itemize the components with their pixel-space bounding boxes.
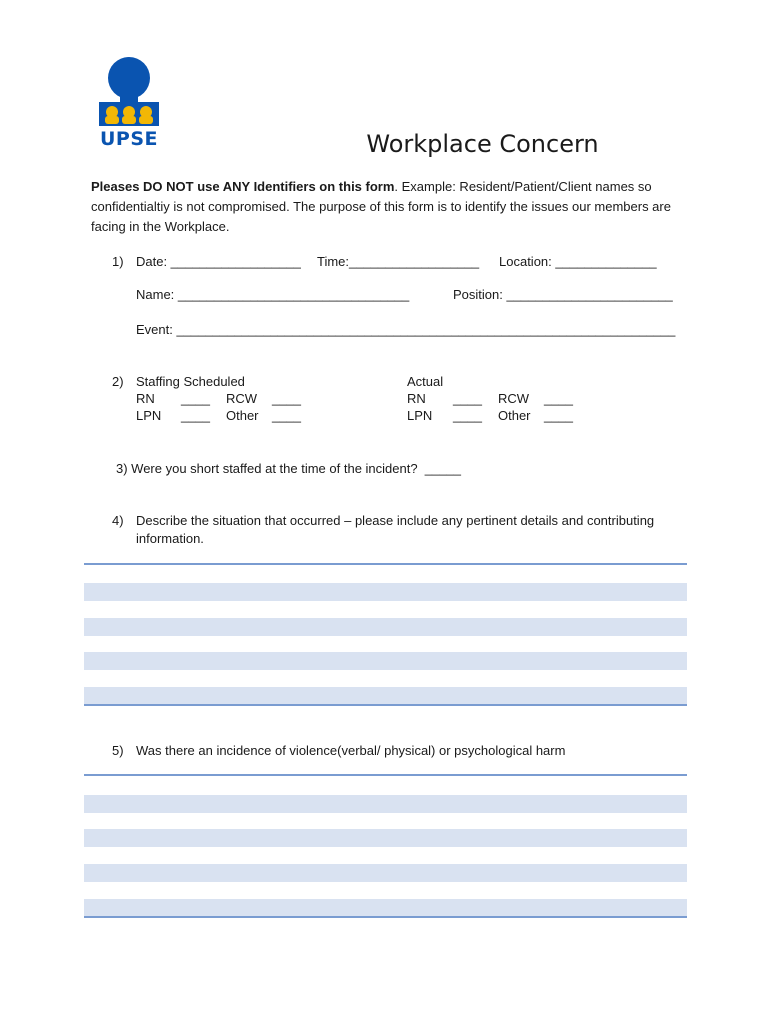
- answer-rule: [84, 563, 687, 565]
- actual-lpn-field[interactable]: ____: [453, 408, 482, 423]
- time-field[interactable]: Time:__________________: [317, 254, 480, 269]
- scheduled-other-label: Other: [226, 408, 259, 423]
- q5-number: 5): [112, 743, 124, 758]
- actual-other-field[interactable]: ____: [544, 408, 573, 423]
- union-emblem-icon: [96, 54, 162, 128]
- answer-rule: [84, 916, 687, 918]
- scheduled-rn-field[interactable]: ____: [181, 391, 210, 406]
- event-field[interactable]: Event: _____________________________________________________________________: [136, 322, 676, 337]
- actual-rcw-field[interactable]: ____: [544, 391, 573, 406]
- form-title: Workplace Concern: [366, 130, 599, 158]
- scheduled-rcw-label: RCW: [226, 391, 258, 406]
- scheduled-rcw-field[interactable]: ____: [272, 391, 301, 406]
- answer-line[interactable]: [84, 795, 687, 813]
- position-field[interactable]: Position: _______________________: [453, 287, 673, 302]
- actual-rn-field[interactable]: ____: [453, 391, 482, 406]
- answer-line[interactable]: [84, 583, 687, 601]
- scheduled-rn-label: RN: [136, 391, 155, 406]
- actual-label: Actual: [407, 374, 444, 389]
- scheduled-lpn-label: LPN: [136, 408, 162, 423]
- scheduled-lpn-field[interactable]: ____: [181, 408, 210, 423]
- answer-line[interactable]: [84, 899, 687, 917]
- name-field[interactable]: Name: ________________________________: [136, 287, 410, 302]
- date-field[interactable]: Date: __________________: [136, 254, 301, 269]
- answer-line[interactable]: [84, 829, 687, 847]
- answer-line[interactable]: [84, 652, 687, 670]
- intro-paragraph: [91, 177, 691, 237]
- intro-warning: Pleases DO NOT use ANY Identifiers on this form: [91, 179, 395, 194]
- q4-text-line2: information.: [136, 531, 204, 546]
- intro-text: . Example: Resident/Patient/Client names so confidentialtiy is not compromised. The purpose of this form is to identify the issues our members are facing in the Workplace.: [91, 179, 671, 234]
- answer-line[interactable]: [84, 864, 687, 882]
- q4-text-line1: Describe the situation that occurred – please include any pertinent details and contributing: [136, 513, 655, 528]
- actual-rcw-label: RCW: [498, 391, 530, 406]
- staffing-scheduled-label: Staffing Scheduled: [136, 374, 245, 389]
- scheduled-other-field[interactable]: ____: [272, 408, 301, 423]
- actual-rn-label: RN: [407, 391, 426, 406]
- answer-rule: [84, 704, 687, 706]
- answer-line[interactable]: [84, 618, 687, 636]
- actual-other-label: Other: [498, 408, 531, 423]
- answer-rule: [84, 774, 687, 776]
- location-field[interactable]: Location: ______________: [499, 254, 657, 269]
- actual-lpn-label: LPN: [407, 408, 433, 423]
- answer-line[interactable]: [84, 687, 687, 705]
- q3-short-staffed-field[interactable]: 3) Were you short staffed at the time of the incident? _____: [116, 461, 461, 476]
- q5-text: Was there an incidence of violence(verbal/ physical) or psychological harm: [136, 743, 566, 758]
- q2-number: 2): [112, 374, 124, 389]
- q4-number: 4): [112, 513, 124, 528]
- q1-number: 1): [112, 254, 124, 269]
- logo-text: UPSE: [99, 128, 159, 150]
- form-title-container: [0, 130, 770, 158]
